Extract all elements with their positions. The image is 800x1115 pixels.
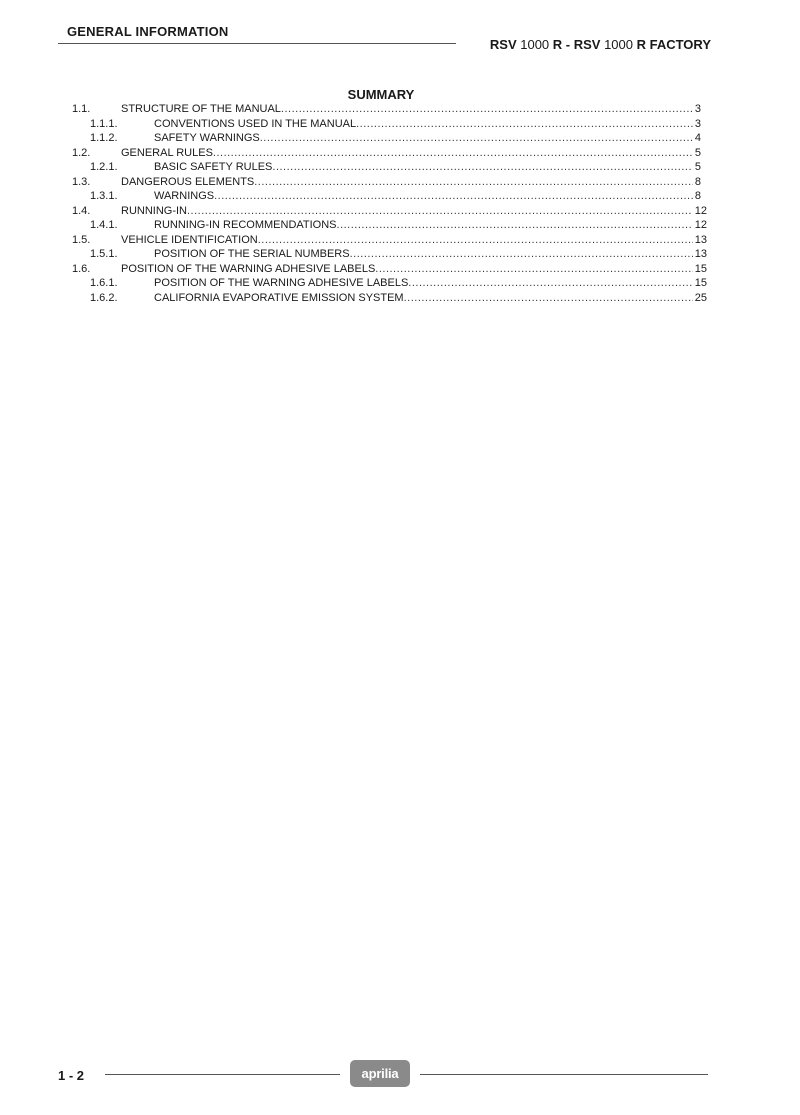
model-part: 1000 — [520, 37, 550, 52]
toc-leader-dots — [258, 233, 693, 248]
toc-leader-dots — [214, 189, 693, 204]
toc-entry-page: 4 — [694, 132, 701, 144]
toc-entry-title: CALIFORNIA EVAPORATIVE EMISSION SYSTEM — [154, 291, 404, 304]
toc-entry-body — [154, 218, 707, 233]
toc-leader-dots — [260, 131, 693, 146]
toc-entry-number: 1.2.1. — [90, 161, 118, 173]
toc-entry — [72, 262, 707, 277]
toc-entry — [72, 233, 707, 248]
toc-entry-page: 12 — [694, 219, 707, 231]
toc-entry-page: 5 — [694, 161, 701, 173]
model-part: 1000 — [604, 37, 633, 52]
toc-entry — [72, 218, 707, 233]
toc-entry — [72, 102, 707, 117]
toc-leader-dots — [356, 117, 693, 132]
toc-entry-number: 1.1.2. — [90, 132, 118, 144]
toc-entry-page: 13 — [694, 233, 707, 246]
toc-entry-number: 1.5. — [72, 233, 91, 246]
toc-entry-title: GENERAL RULES — [121, 146, 213, 159]
toc-entry-number: 1.6.2. — [90, 291, 118, 304]
toc-entry-page: 12 — [694, 204, 707, 217]
toc-entry-page: 15 — [694, 262, 707, 275]
toc-entry-title: VEHICLE IDENTIFICATION — [121, 233, 258, 246]
toc-entry-title: DANGEROUS ELEMENTS — [121, 175, 255, 188]
page-number: 1 - 2 — [58, 1068, 85, 1083]
toc-entry-title: WARNINGS — [154, 190, 215, 202]
toc-entry-number: 1.6.1. — [90, 277, 118, 289]
toc-leader-dots — [281, 102, 693, 117]
toc-entry-body — [154, 189, 701, 204]
toc-entry — [72, 276, 707, 291]
toc-entry-title: RUNNING-IN — [121, 204, 187, 217]
model-header — [490, 37, 711, 52]
toc-entry — [72, 291, 707, 306]
toc-entry-title: BASIC SAFETY RULES — [154, 161, 273, 173]
toc-entry-page: 5 — [694, 146, 701, 159]
toc-entry-number: 1.3.1. — [90, 190, 118, 202]
toc-leader-dots — [408, 276, 692, 291]
toc-entry-body — [121, 102, 701, 117]
toc-entry — [72, 189, 707, 204]
toc-entry-number: 1.6. — [72, 262, 91, 275]
summary-title: SUMMARY — [347, 87, 415, 102]
toc-entry — [72, 175, 707, 190]
toc-entry-number: 1.2. — [72, 146, 91, 159]
toc-entry-title: POSITION OF THE WARNING ADHESIVE LABELS — [154, 277, 409, 289]
toc-entry-number: 1.1.1. — [90, 117, 118, 130]
toc-entry-body — [154, 117, 701, 132]
toc-entry-body — [121, 233, 707, 248]
toc-entry-body — [154, 276, 707, 291]
section-header: GENERAL INFORMATION — [67, 24, 229, 39]
toc-entry-page: 15 — [694, 277, 707, 289]
toc-entry — [72, 247, 707, 262]
toc-entry-title: POSITION OF THE SERIAL NUMBERS — [154, 248, 350, 260]
model-part: RSV — [489, 37, 521, 52]
toc-entry-body — [154, 131, 701, 146]
toc-entry-number: 1.3. — [72, 175, 91, 188]
toc-entry — [72, 131, 707, 146]
toc-leader-dots — [404, 291, 693, 306]
model-part: R - RSV — [549, 37, 605, 52]
toc-entry-page: 3 — [694, 103, 701, 115]
toc-entry — [72, 146, 707, 161]
toc-entry-body — [121, 175, 701, 190]
toc-entry-number: 1.1. — [72, 103, 91, 115]
toc-entry-body — [121, 146, 701, 161]
table-of-contents — [72, 102, 707, 305]
toc-entry-page: 25 — [694, 291, 707, 304]
header-rule — [58, 43, 456, 44]
toc-entry-page: 3 — [694, 117, 701, 130]
toc-entry-number: 1.4. — [72, 204, 91, 217]
toc-leader-dots — [187, 204, 693, 219]
toc-entry-body — [154, 291, 707, 306]
toc-entry — [72, 117, 707, 132]
toc-leader-dots — [213, 146, 693, 161]
toc-entry-number: 1.5.1. — [90, 248, 118, 260]
toc-entry — [72, 160, 707, 175]
toc-leader-dots — [350, 247, 693, 262]
toc-entry-body — [121, 262, 707, 277]
aprilia-logo: aprilia — [350, 1060, 410, 1087]
toc-entry-page: 8 — [694, 175, 701, 188]
toc-entry-body — [154, 247, 707, 262]
toc-entry-title: POSITION OF THE WARNING ADHESIVE LABELS — [121, 262, 376, 275]
toc-entry-body — [154, 160, 701, 175]
toc-entry-title: STRUCTURE OF THE MANUAL — [121, 103, 281, 115]
toc-entry-title: CONVENTIONS USED IN THE MANUAL — [154, 117, 357, 130]
toc-entry-title: RUNNING-IN RECOMMENDATIONS — [154, 219, 337, 231]
toc-entry-body — [121, 204, 707, 219]
toc-entry-number: 1.4.1. — [90, 219, 118, 231]
toc-entry-page: 13 — [694, 248, 707, 260]
toc-entry-page: 8 — [694, 190, 701, 202]
toc-entry — [72, 204, 707, 219]
footer-rule-right — [420, 1074, 708, 1075]
toc-leader-dots — [254, 175, 693, 190]
model-part: R FACTORY — [632, 37, 711, 52]
toc-leader-dots — [272, 160, 692, 175]
toc-leader-dots — [375, 262, 692, 277]
footer-rule-left — [105, 1074, 340, 1075]
toc-entry-title: SAFETY WARNINGS — [154, 132, 260, 144]
toc-leader-dots — [337, 218, 693, 233]
